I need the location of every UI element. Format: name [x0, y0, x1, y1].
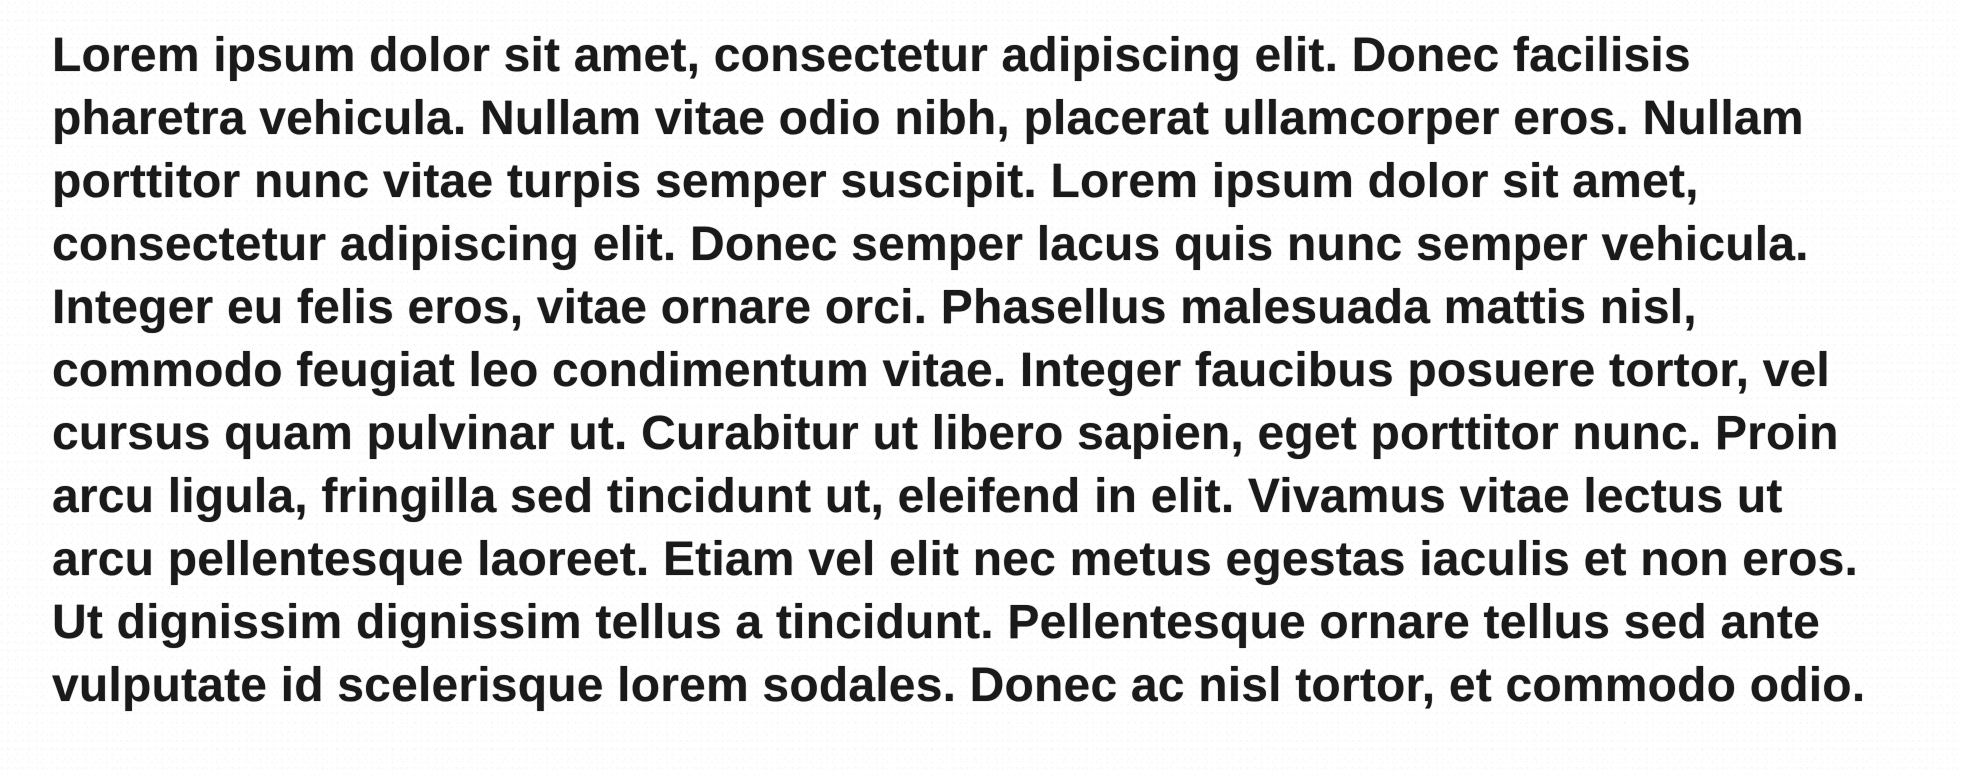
- text-line: porttitor nunc vitae turpis semper suscipit. Lorem ipsum dolor sit amet,: [52, 155, 1699, 208]
- text-line: vulputate id scelerisque lorem sodales. Donec ac nisl tortor, et commodo odio.: [52, 659, 1866, 712]
- text-line: commodo feugiat leo condimentum vitae. Integer faucibus posuere tortor, vel: [52, 344, 1830, 397]
- body-paragraph: [52, 24, 1912, 717]
- text-line: arcu pellentesque laoreet. Etiam vel elit nec metus egestas iaculis et non eros.: [52, 533, 1859, 586]
- text-line: pharetra vehicula. Nullam vitae odio nibh, placerat ullamcorper eros. Nullam: [52, 92, 1804, 145]
- text-line: cursus quam pulvinar ut. Curabitur ut libero sapien, eget porttitor nunc. Proin: [52, 407, 1839, 460]
- text-line: consectetur adipiscing elit. Donec semper lacus quis nunc semper vehicula.: [52, 218, 1809, 271]
- text-line: Lorem ipsum dolor sit amet, consectetur adipiscing elit. Donec facilisis: [52, 29, 1691, 82]
- text-line: Ut dignissim dignissim tellus a tincidunt. Pellentesque ornare tellus sed ante: [52, 596, 1820, 649]
- text-line: Integer eu felis eros, vitae ornare orci. Phasellus malesuada mattis nisl,: [52, 281, 1697, 334]
- text-line: arcu ligula, fringilla sed tincidunt ut, eleifend in elit. Vivamus vitae lectus ut: [52, 470, 1783, 523]
